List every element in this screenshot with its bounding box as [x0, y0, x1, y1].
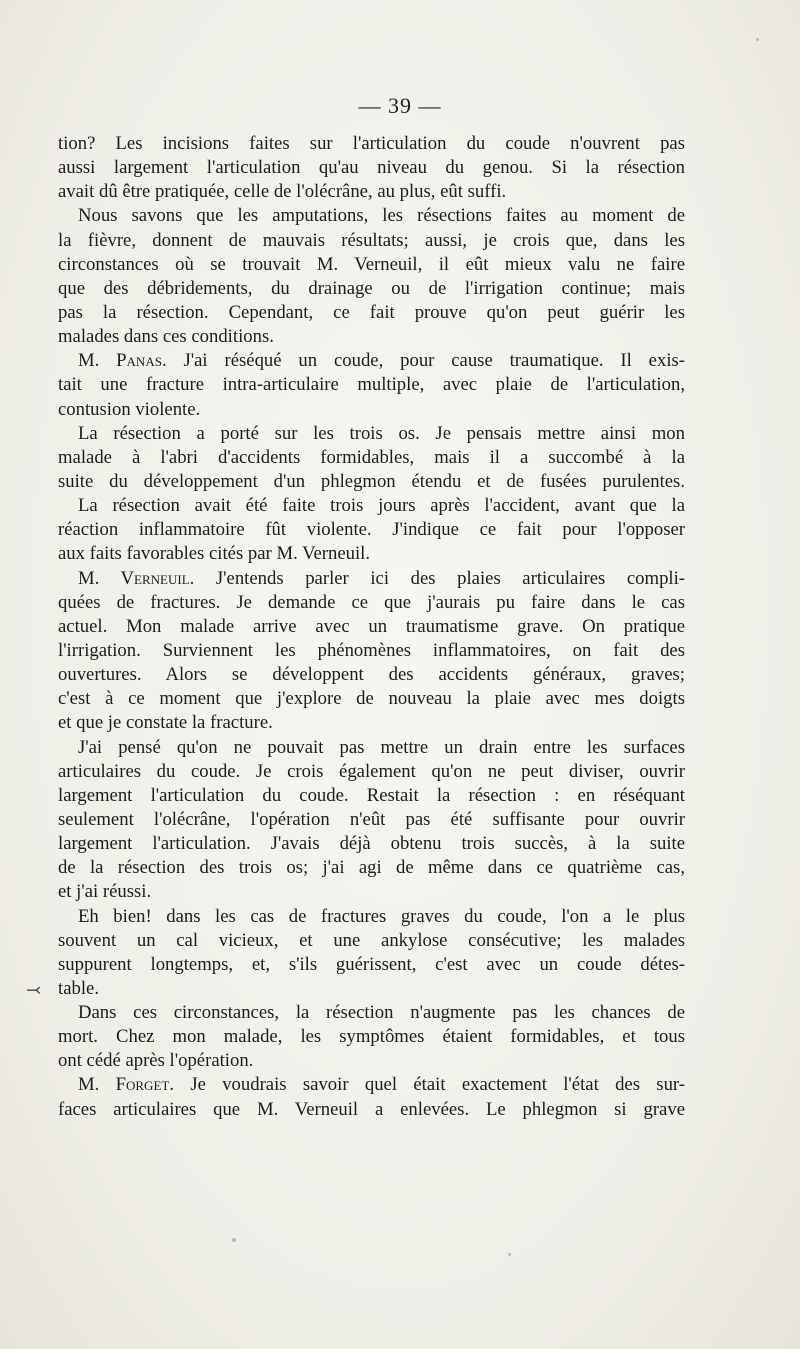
paragraph-line-speaker	[58, 349, 685, 373]
speaker-name: M. Verneuil.	[78, 567, 195, 589]
text-line: malade à l'abri d'accidents formidables, mais il a succombé à la	[58, 446, 685, 468]
paper-speck	[756, 38, 759, 41]
text-line: tion? Les incisions faites sur l'articulation du coude n'ouvrent pas	[58, 133, 685, 154]
text-line: largement l'articulation. J'avais déjà obtenu trois succès, à la suite	[58, 833, 685, 855]
text-line: ont cédé après l'opération.	[58, 1050, 254, 1072]
text-line: articulaires du coude. Je crois également qu'on ne peut diviser, ouvrir	[58, 760, 685, 782]
text-line: table.	[58, 977, 99, 999]
text-line: pas la résection. Cependant, ce fait prouve qu'on peut guérir les	[58, 301, 685, 323]
text-line: ouvertures. Alors se développent des accidents généraux, graves;	[58, 664, 685, 686]
text-line: La résection avait été faite trois jours après l'accident, avant que la	[78, 495, 685, 517]
text-line: Eh bien! dans les cas de fractures graves du coude, l'on a le plus	[78, 905, 685, 927]
text-line: La résection a porté sur les trois os. Je pensais mettre ainsi mon	[78, 422, 685, 444]
text-fragment: J'ai réséqué un coude, pour cause traumatique. Il exis-	[183, 350, 686, 372]
text-line: suite du développement d'un phlegmon étendu et de fusées purulentes.	[58, 470, 685, 492]
text-line: la fièvre, donnent de mauvais résultats; aussi, je crois que, dans les	[58, 229, 685, 251]
text-line: suppurent longtemps, et, s'ils guérissent, c'est avec un coude détes-	[58, 953, 685, 975]
text-line: c'est à ce moment que j'explore de nouveau la plaie avec mes doigts	[58, 688, 685, 710]
text-line: mort. Chez mon malade, les symptômes étaient formidables, et tous	[58, 1026, 685, 1048]
body-text	[58, 132, 685, 1122]
text-line: et j'ai réussi.	[58, 881, 152, 903]
text-line: l'irrigation. Surviennent les phénomènes inflammatoires, on fait des	[58, 639, 685, 661]
text-line: aux faits favorables cités par M. Verneuil.	[58, 543, 371, 565]
text-line: souvent un cal vicieux, et une ankylose consécutive; les malades	[58, 929, 685, 951]
text-line: aussi largement l'articulation qu'au niveau du genou. Si la résection	[58, 157, 685, 179]
text-line: largement l'articulation du coude. Restait la résection : en réséquant	[58, 784, 685, 806]
text-line: Dans ces circonstances, la résection n'augmente pas les chances de	[78, 1002, 685, 1024]
text-line: quées de fractures. Je demande ce que j'aurais pu faire dans le cas	[58, 591, 685, 613]
text-line: tait une fracture intra-articulaire multiple, avec plaie de l'articulation,	[58, 374, 685, 396]
text-line: réaction inflammatoire fût violente. J'indique ce fait pour l'opposer	[58, 519, 685, 541]
speaker-name: M. Forget.	[78, 1074, 174, 1096]
text-fragment: J'entends parler ici des plaies articulaires compli-	[215, 567, 686, 589]
paragraph-line-speaker	[58, 1073, 685, 1097]
page-number: — 39 —	[358, 93, 442, 118]
text-line: circonstances où se trouvait M. Verneuil, il eût mieux valu ne faire	[58, 253, 685, 275]
text-line: avait dû être pratiquée, celle de l'olécrâne, au plus, eût suffi.	[58, 181, 507, 203]
text-line: et que je constate la fracture.	[58, 712, 273, 734]
margin-arrow-mark: ⤙	[26, 980, 42, 1000]
text-line: J'ai pensé qu'on ne pouvait pas mettre un drain entre les surfaces	[78, 736, 685, 758]
text-line: seulement l'olécrâne, l'opération n'eût pas été suffisante pour ouvrir	[58, 808, 685, 830]
paper-speck	[508, 1253, 511, 1256]
text-line: actuel. Mon malade arrive avec un traumatisme grave. On pratique	[58, 615, 685, 637]
speaker-name: M. Panas.	[78, 350, 167, 372]
text-line: malades dans ces conditions.	[58, 326, 274, 348]
paper-speck	[232, 1238, 236, 1242]
text-fragment: Je voudrais savoir quel était exactement l'état des sur-	[190, 1074, 685, 1096]
text-line: Nous savons que les amputations, les résections faites au moment de	[78, 205, 685, 227]
text-line: faces articulaires que M. Verneuil a enlevées. Le phlegmon si grave	[58, 1098, 685, 1120]
text-line: de la résection des trois os; j'ai agi de même dans ce quatrième cas,	[58, 857, 685, 879]
paragraph-line-speaker	[58, 567, 685, 591]
text-line: que des débridements, du drainage ou de l'irrigation continue; mais	[58, 277, 685, 299]
text-line: contusion violente.	[58, 398, 201, 420]
